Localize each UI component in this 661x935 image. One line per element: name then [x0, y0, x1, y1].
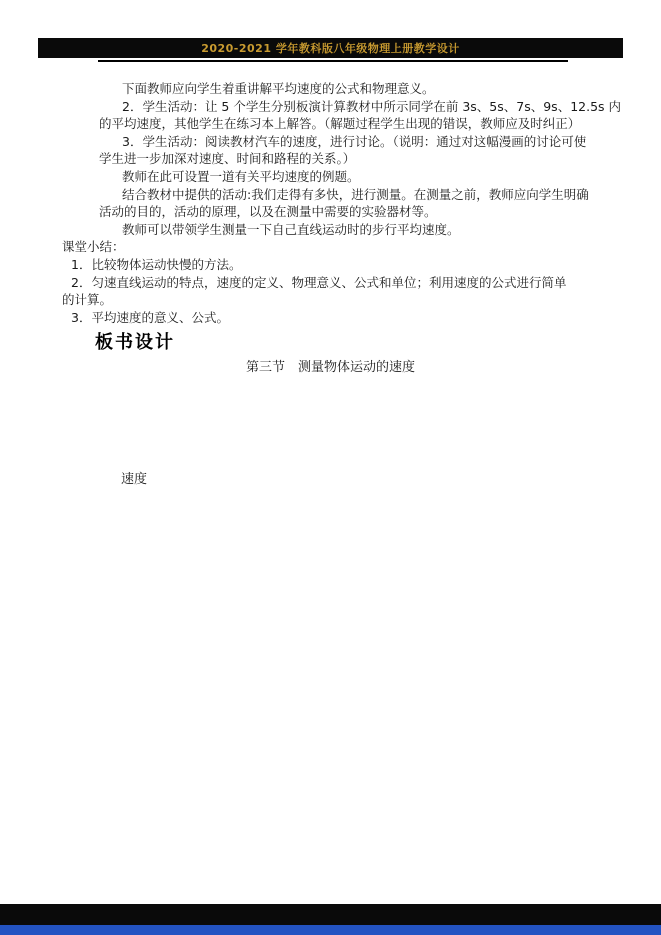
body-lines	[62, 80, 622, 326]
body-line: 1．比较物体运动快慢的方法。	[71, 256, 242, 272]
body-line: 下面教师应向学生着重讲解平均速度的公式和物理意义。	[122, 81, 435, 96]
footer-banner	[0, 904, 661, 925]
board-design-subtitle: 第三节 测量物体运动的速度	[245, 360, 415, 375]
footer-blue-bar	[0, 925, 661, 935]
body-line: 教师可以带领学生测量一下自己直线运动时的步行平均速度。	[122, 221, 460, 237]
body-line: 3．平均速度的意义、公式。	[71, 309, 229, 325]
body-line: 课堂小结：	[62, 239, 125, 255]
body-line: 3．学生活动：阅读教材汽车的速度，进行讨论。（说明：通过对这幅漫画的讨论可使	[122, 133, 587, 149]
body-line: 2．学生活动：让 5 个学生分别板演计算教材中所示同学在前 3s、5s、7s、9s、12.5s 内	[122, 98, 622, 114]
body-line: 的计算。	[62, 292, 113, 308]
body-line: 学生进一步加深对速度、时间和路程的关系。）	[99, 151, 356, 167]
header-banner	[38, 38, 623, 58]
body-line: 2．匀速直线运动的特点，速度的定义、物理意义、公式和单位；利用速度的公式进行简单	[71, 274, 567, 290]
board-design-note: 速度	[121, 472, 148, 487]
header-title: 2020-2021 学年教科版八年级物理上册教学设计	[201, 42, 460, 55]
body-line: 活动的目的，活动的原理，以及在测量中需要的实验器材等。	[99, 204, 437, 220]
body-line: 教师在此可设置一道有关平均速度的例题。	[122, 168, 360, 184]
board-design-heading: 板书设计	[95, 332, 175, 353]
body-line: 结合教材中提供的活动:我们走得有多快，进行测量。在测量之前，教师应向学生明确	[122, 186, 589, 202]
body-line: 的平均速度，其他学生在练习本上解答。（解题过程学生出现的错误，教师应及时纠正）	[99, 116, 581, 132]
header-rule	[98, 60, 568, 62]
